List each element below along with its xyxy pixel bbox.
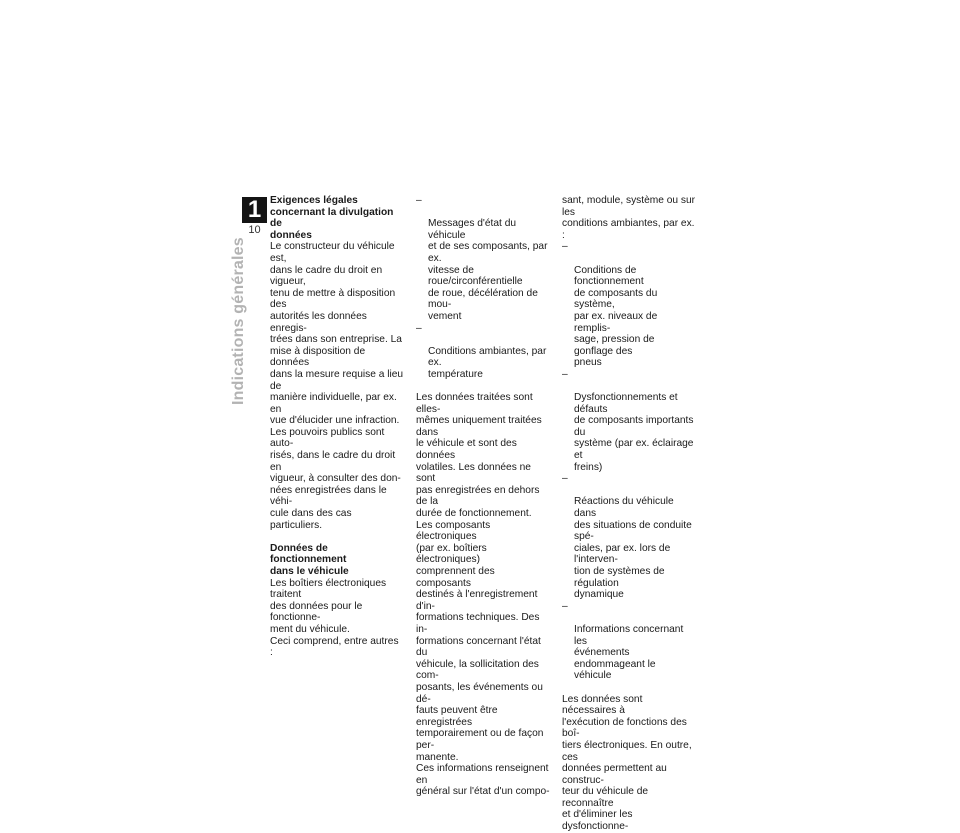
list-item-text: Dysfonctionnements et défauts de composants importants du système (par ex. éclairage et freins): [574, 392, 694, 473]
heading-operating-data: Données de fonctionnement dans le véhicule: [270, 542, 349, 577]
dash-bullet: –: [562, 600, 568, 612]
list-item-text: Messages d'état du véhicule et de ses composants, par ex. vitesse de roue/circonférentielle de roue, décélération de mou- vement: [428, 218, 548, 322]
page-number: 10: [248, 224, 261, 236]
paragraph-data-necessity: Les données sont nécessaires à l'exécution de fonctions des boî- tiers électroniques. En outre, ces données permettent au construc- teur du véhicule de reconnaître et d'éliminer les dysfonctionne-: [562, 693, 692, 833]
list-item-text: Conditions ambiantes, par ex. température: [428, 345, 547, 380]
dash-bullet: –: [416, 322, 422, 334]
list-item: [562, 369, 696, 473]
list-item: [562, 601, 696, 682]
paragraph-processed-data: Les données traitées sont elles- mêmes uniquement traitées dans le véhicule et sont des données volatiles. Les données ne sont pas enregistrées en dehors de la durée de fonctionnement. Les composants électroniques (par ex. boîtiers électroniques) comprennent des composants destinés à l'enregistrement d'in- formations techniques. Des in- formations concernant l'état du véhicule, la sollicitation des com- posants, les événements ou dé- fauts peuvent être enregistrées temporairement ou de façon per- manente. Ces informations renseignent en général sur l'état d'un compo-: [416, 392, 550, 798]
dash-bullet: –: [562, 368, 568, 380]
dash-bullet: –: [562, 473, 568, 485]
list-item: [416, 323, 550, 381]
list-item-text: Conditions de fonctionnement de composants du système, par ex. niveaux de remplis- sage, pression de gonflage des pneus: [574, 264, 658, 369]
list-item: [562, 473, 696, 601]
heading-legal-requirements: Exigences légales concernant la divulgation de données: [270, 195, 394, 241]
text-column-2: [416, 195, 550, 798]
list-item: [416, 195, 550, 323]
dash-bullet: –: [416, 195, 422, 206]
list-item-text: Réactions du véhicule dans des situations de conduite spé- ciales, par ex. lors de l'interven- tion de systèmes de régulation dynamique: [574, 496, 692, 601]
paragraph-continuation: sant, module, système ou sur les conditions ambiantes, par ex. :: [562, 195, 696, 241]
list-item: [562, 241, 696, 369]
text-column-3: [562, 195, 696, 833]
chapter-number-tab: 1: [242, 197, 267, 223]
section-title-vertical: Indications générales: [230, 237, 247, 405]
text-column-1: [270, 195, 404, 659]
list-item-text: Informations concernant les événements endommageant le véhicule: [574, 623, 684, 682]
paragraph-legal-requirements: Le constructeur du véhicule est, dans le cadre du droit en vigueur, tenu de mettre à disposition des autorités les données enregis- trées dans son entreprise. La mise à disposition de données dans la mesure requise a lieu de manière individuelle, par ex. en vue d'élucider une infraction. Les pouvoirs publics sont auto- risés, dans le cadre du droit en vigueur, à consulter des don- nées enregistrées dans le véhi- cule dans des cas particuliers.: [270, 241, 404, 531]
paragraph-operating-data: Les boîtiers électroniques traitent des données pour le fonctionne- ment du véhicule. Ceci comprend, entre autres :: [270, 577, 399, 659]
dash-bullet: –: [562, 241, 568, 253]
